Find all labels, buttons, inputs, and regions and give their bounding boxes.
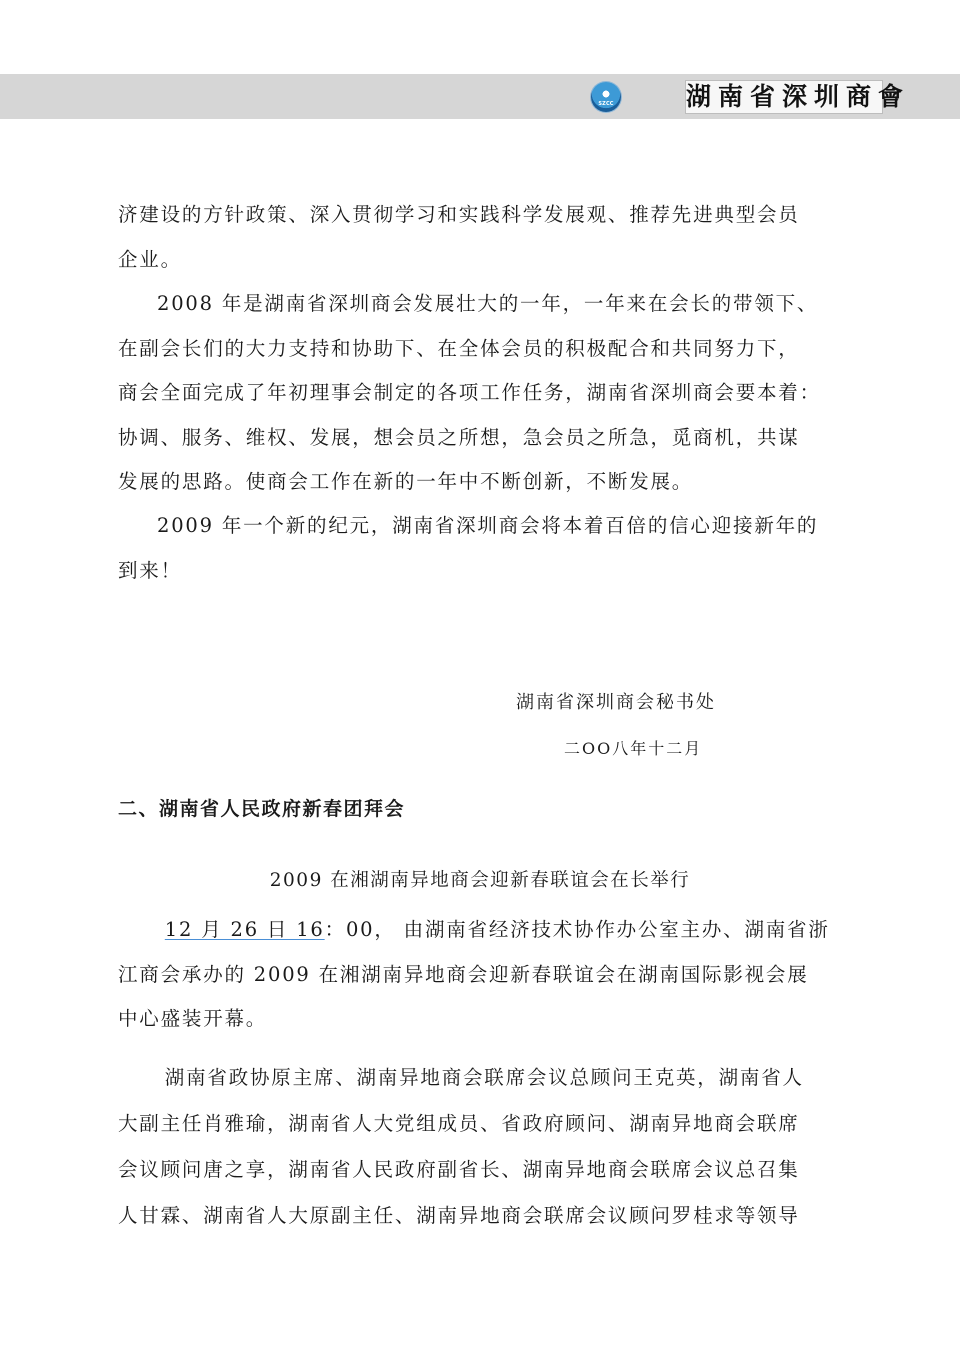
text-line: 企业。	[118, 247, 182, 271]
text-line: 大副主任肖雅瑜，湖南省人大党组成员、省政府顾问、湖南异地商会联席	[118, 1112, 800, 1135]
signature-date: 二OO八年十二月	[564, 739, 703, 758]
org-name-banner: 湖南省深圳商會	[685, 80, 883, 114]
text-line: 商会全面完成了年初理事会制定的各项工作任务，湖南省深圳商会要本着：	[118, 381, 821, 404]
text-line: 2009 年一个新的纪元，湖南省深圳商会将本着百倍的信心迎接新年的	[157, 514, 819, 537]
event-time: 12 月 26 日 16	[164, 918, 325, 941]
article-paragraph-1	[118, 908, 852, 1042]
chamber-logo-icon	[591, 82, 621, 112]
text-line: 在副会长们的大力支持和协助下、在全体会员的积极配合和共同努力下，	[118, 336, 800, 360]
text-line: 会议顾问唐之享，湖南省人民政府副省长、湖南异地商会联席会议总召集	[118, 1158, 800, 1181]
text-line	[118, 908, 852, 953]
text-line: 湖南省政协原主席、湖南异地商会联席会议总顾问王克英，湖南省人	[164, 1066, 804, 1089]
article-title: 2009 在湘湖南异地商会迎新春联谊会在长举行	[269, 870, 691, 891]
text-segment: ：00， 由湖南省经济技术协作办公室主办、湖南省浙	[324, 918, 830, 941]
text-line: 到来！	[118, 558, 182, 582]
signature: 湖南省深圳商会秘书处	[516, 692, 716, 713]
text-line: 中心盛装开幕。	[118, 1007, 268, 1030]
paragraph-2008	[118, 282, 852, 505]
logo-text: SZCC	[598, 101, 614, 107]
paragraph-2009	[118, 504, 852, 593]
text-line: 协调、服务、维权、发展，想会员之所想，急会员之所急，觅商机，共谋	[118, 425, 800, 449]
text-line: 人甘霖、湖南省人大原副主任、湖南异地商会联席会议顾问罗桂求等领导	[118, 1204, 800, 1227]
section-heading: 二、湖南省人民政府新春团拜会	[118, 798, 406, 820]
article-paragraph-2	[118, 1055, 852, 1239]
continuation-paragraph	[118, 193, 852, 282]
text-line: 江商会承办的 2009 在湘湖南异地商会迎新春联谊会在湖南国际影视会展	[118, 962, 809, 986]
text-line: 发展的思路。使商会工作在新的一年中不断创新，不断发展。	[118, 470, 694, 493]
text-line: 济建设的方针政策、深入贯彻学习和实践科学发展观、推荐先进典型会员	[118, 203, 800, 226]
text-line: 2008 年是湖南省深圳商会发展壮大的一年，一年来在会长的带领下、	[157, 292, 819, 315]
